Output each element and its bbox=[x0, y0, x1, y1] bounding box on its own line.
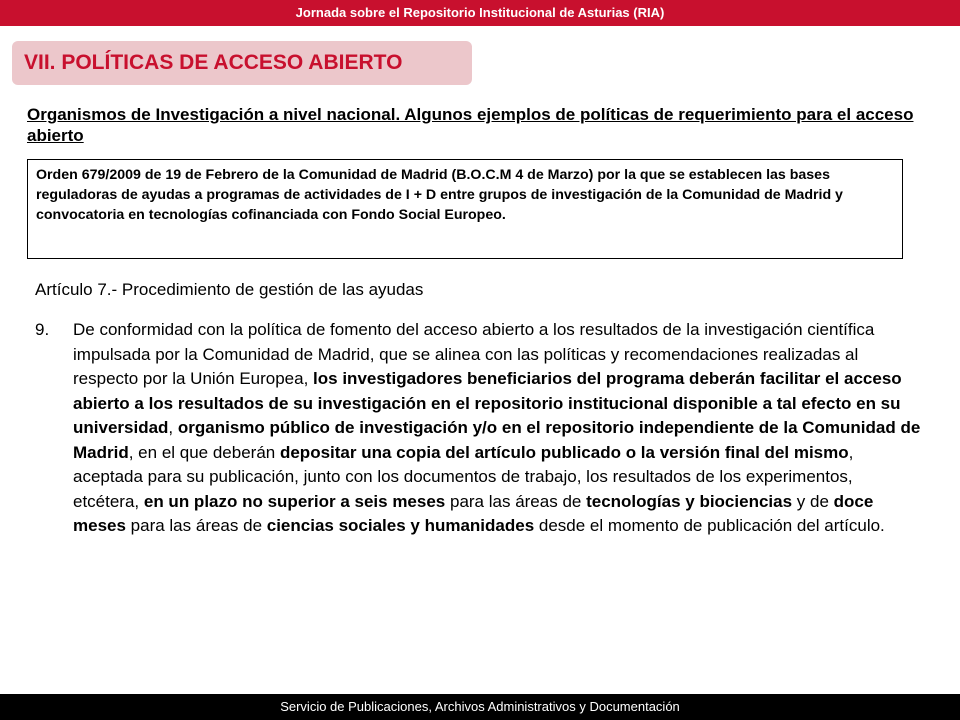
footer-bar bbox=[0, 694, 960, 720]
paragraph-emphasis: tecnologías y biociencias bbox=[586, 491, 793, 511]
paragraph-emphasis: ciencias sociales y humanidades bbox=[266, 516, 535, 535]
paragraph-emphasis: doce meses bbox=[73, 491, 874, 535]
paragraph-segment: desde el momento de publicación del artículo. bbox=[534, 516, 885, 535]
footer-text: Servicio de Publicaciones, Archivos Administrativos y Documentación bbox=[280, 699, 680, 714]
paragraph-segment: y de bbox=[792, 491, 834, 511]
order-reference-box bbox=[27, 159, 903, 259]
paragraph-segment: , bbox=[168, 418, 178, 437]
paragraph-segment: , aceptada para su publicación, junto con los documentos de trabajo, los resultados de los experimentos, etcétera, bbox=[73, 442, 854, 511]
article-paragraph bbox=[73, 318, 923, 539]
paragraph-emphasis: los investigadores beneficiarios del programa deberán facilitar el acceso abierto a los resultados de su investigación en el repositorio institucional disponible a tal efecto en su universidad bbox=[73, 369, 902, 437]
paragraph-segment: para las áreas de bbox=[125, 516, 267, 535]
item-number: 9. bbox=[35, 320, 50, 339]
event-title: Jornada sobre el Repositorio Institucional de Asturias (RIA) bbox=[295, 5, 665, 20]
paragraph-segment: De conformidad con la política de fomento del acceso abierto a los resultados de la investigación científica impulsada por la Comunidad de Madrid, que se alinea con las políticas y recomendaciones realizadas al respecto por la Unión Europea, bbox=[73, 320, 875, 388]
section-title: VII. POLÍTICAS DE ACCESO ABIERTO bbox=[24, 51, 403, 74]
paragraph-emphasis: en un plazo no superior a seis meses bbox=[143, 491, 446, 511]
paragraph-emphasis: depositar una copia del artículo publicado o la versión final del mismo bbox=[279, 442, 849, 462]
paragraph-emphasis: organismo público de investigación y/o en el repositorio independiente de la Comunidad de Madrid bbox=[73, 418, 921, 462]
subheading: Organismos de Investigación a nivel nacional. Algunos ejemplos de políticas de requerimiento para el acceso abierto bbox=[27, 105, 914, 145]
paragraph-segment: para las áreas de bbox=[445, 491, 587, 511]
paragraph-segment: , en el que deberán bbox=[128, 442, 280, 462]
article-heading: Artículo 7.- Procedimiento de gestión de las ayudas bbox=[35, 280, 424, 299]
section-tab bbox=[12, 41, 472, 85]
order-reference-text: Orden 679/2009 de 19 de Febrero de la Comunidad de Madrid (B.O.C.M 4 de Marzo) por la que se establecen las bases reguladoras de ayudas a programas de actividades de I + D entre grupos de investigación de la Comunidad de Madrid y convocatoria en tecnologías cofinanciada con Fondo Social Europeo. bbox=[36, 167, 843, 223]
event-header-bar bbox=[0, 0, 960, 26]
